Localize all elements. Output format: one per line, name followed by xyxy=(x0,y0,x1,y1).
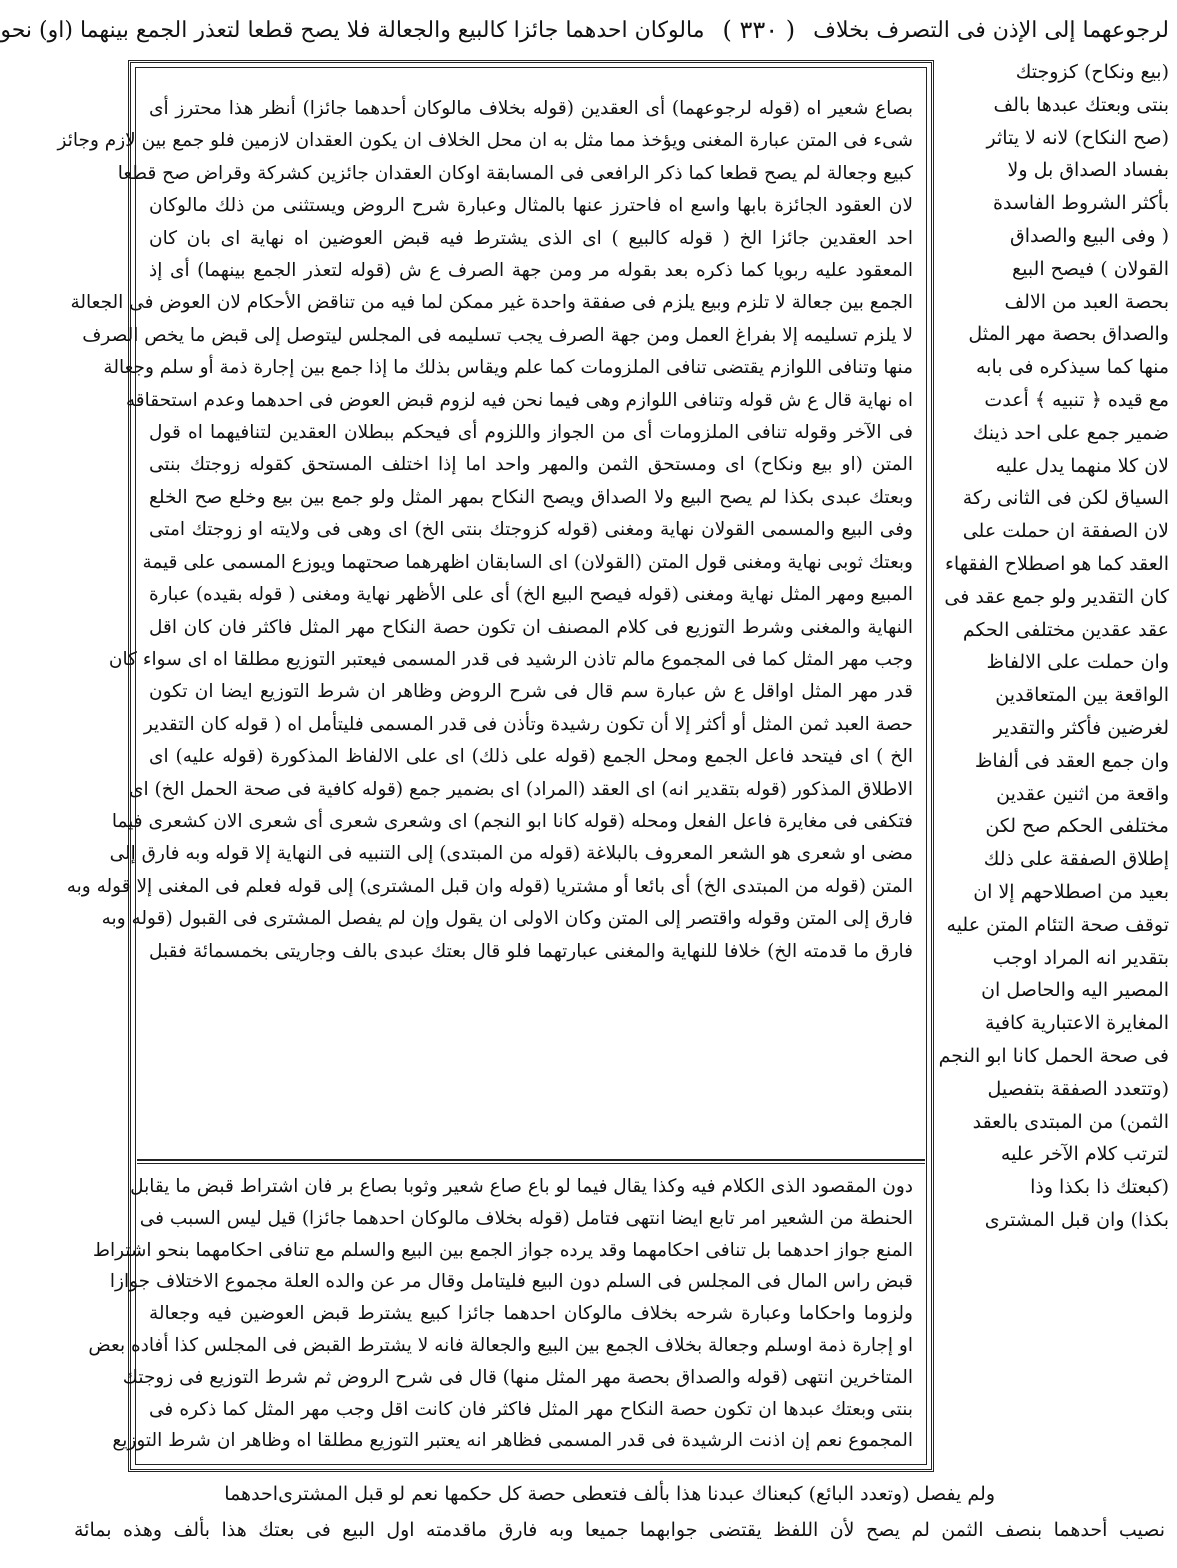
text-line: قدر مهر المثل اواقل ع ش عبارة سم قال فى شرح الروض وظاهر ان شرط التوزيع ايضا ان تكون xyxy=(149,681,913,703)
text-line: شىء فى المتن عبارة المغنى ويؤخذ مما مثل به ان محل الخلاف ان يكون العقدان لازمين فلو جمع بين لازم وجائز xyxy=(57,130,913,152)
text-line: فتكفى فى مغايرة فاعل الفعل ومحله (قوله كانا ابو النجم) اى وشعرى شعرى أى شعرى الان كشعرى فيما xyxy=(111,810,913,832)
margin-line: مختلفى الحكم صح لكن xyxy=(985,815,1169,838)
text-line: كبيع وجعالة لم يصح قطعا كما ذكر الرافعى فى المسابقة اوكان العقدان جائزين كشركة وقراض صح قطعا xyxy=(117,162,913,184)
text-line: النهاية والمغنى وشرط التوزيع فى كلام المصنف ان تكون حصة النكاح مهر المثل فاكثر فان كان اقل xyxy=(149,616,913,638)
margin-line: العقد كما هو اصطلاح الفقهاء xyxy=(944,552,1169,575)
margin-line: بكذا) وان قبل المشترى xyxy=(984,1208,1169,1231)
header-left-text: مالوكان احدهما جائزا كالبيع والجعالة فلا يصح قطعا لتعذر الجمع بينهما (او) نحو xyxy=(0,17,705,43)
section-divider-thin xyxy=(137,1163,925,1164)
text-line: الاطلاق المذكور (قوله بتقدير انه) اى العقد (المراد) اى بضمير جمع (قوله كافية فى صحة الحمل الخ) اى xyxy=(129,778,913,800)
text-line: المتن (او بيع ونكاح) اى ومستحق الثمن والمهر واحد اما إذا اختلف المستحق كقوله زوجتك بنتى xyxy=(149,454,913,476)
margin-line: عقد عقدين مختلفى الحكم xyxy=(962,618,1169,641)
text-line: فى الآخر وقوله تنافى الملزومات أى من الجواز واللزوم أى فيحكم ببطلان العقدين لتنافيهما اه قول xyxy=(149,422,913,444)
margin-line: بتقدير انه المراد اوجب xyxy=(992,946,1169,969)
margin-line: بعيد من اصطلاحهم إلا ان xyxy=(973,880,1169,903)
text-line: دون المقصود الذى الكلام فيه وكذا يقال فيما لو باع صاع شعير وثوبا بصاع بر فان اشتراط قبض ما يقابل xyxy=(130,1176,913,1197)
text-line: قبض راس المال فى المجلس فى السلم دون البيع فليتامل وقال مر عن والده العلة مجموع الاختلاف جوازا xyxy=(109,1271,913,1293)
margin-line: المصير اليه والحاصل ان xyxy=(981,979,1169,1002)
text-line: وبعتك عبدى بكذا لم يصح البيع ولا الصداق ويصح النكاح بمهر المثل ولو جمع بين بيع وخلع صح الخلع xyxy=(149,486,913,508)
text-line: وجب مهر المثل كما فى المجموع مالم تاذن الرشيد فى قدر المسمى فيعتبر التوزيع مطلقا اه اى سواء كان xyxy=(108,648,913,670)
text-line: المنع جواز احدهما بل تنافى احكامهما وقد يرده جواز الجمع بين البيع والسلم مع تنافى احكامهما بنحو اشتراط xyxy=(92,1239,913,1261)
margin-line: بفساد الصداق بل ولا xyxy=(1007,159,1169,182)
footer-line-1-left: احدهما xyxy=(224,1483,279,1505)
text-line: الجمع بين جعالة لا تلزم وبيع يلزم فى صفقة واحدة غير ممكن لما فيه من تناقض الأحكام لان العوض فى الجعالة xyxy=(70,292,913,314)
text-line: المبيع ومهر المثل نهاية ومغنى (قوله فيصح البيع الخ) أى على الأظهر نهاية ومغنى ( قوله بقيده) عبارة xyxy=(149,584,913,606)
margin-line: بأكثر الشروط الفاسدة xyxy=(993,192,1169,215)
margin-line: وان جمع العقد فى ألفاظ xyxy=(974,749,1169,772)
margin-line: توقف صحة التئام المتن عليه xyxy=(946,913,1169,936)
text-line: منها وتنافى اللوازم يقتضى تنافى الملزومات كما علم ويقاس بذلك ما إذا جمع بين إجارة ذمة أو سلم وجعالة xyxy=(103,357,913,379)
text-line: او إجارة ذمة اوسلم وجعالة بخلاف الجمع بين البيع والجعالة فانه لا يشترط القبض فى المجلس كذا أفاده بعض xyxy=(88,1334,913,1356)
margin-line: لان الصفقة ان حملت على xyxy=(962,520,1169,543)
margin-line: مع قيده ﴿ تنبيه ﴾ أعدت xyxy=(984,388,1169,411)
margin-line: والصداق بحصة مهر المثل xyxy=(968,323,1169,346)
margin-line: فى صحة الحمل كانا ابو النجم xyxy=(938,1044,1169,1067)
margin-line: إطلاق الصفقة على ذلك xyxy=(983,848,1169,871)
margin-line: (كبعتك ذا بكذا وذا xyxy=(1030,1176,1169,1199)
margin-line: كان التقدير ولو جمع عقد فى xyxy=(944,585,1169,608)
text-line: بصاع شعير اه (قوله لرجوعهما) أى العقدين (قوله بخلاف مالوكان أحدهما جائزا) أنظر هذا محترز أى xyxy=(149,98,913,119)
page-footer xyxy=(74,1476,1165,1564)
text-line: وبعتك ثوبى نهاية ومغنى قول المتن (القولان) اى السابقان اظهرهما صحتهما ويوزع المسمى على قيمة xyxy=(142,551,913,573)
page-header xyxy=(0,8,1169,52)
margin-line: الواقعة بين المتعاقدين xyxy=(995,684,1169,707)
text-line: لا يلزم تسليمه إلا بفراغ العمل ومن جهة الصرف يجب تسليمه فى المجلس ليتوصل إلى قبض ما يخص الصرف xyxy=(82,324,913,346)
margin-line: السياق لكن فى الثانى ركة xyxy=(962,487,1169,510)
margin-line: بنتى وبعتك عبدها بالف xyxy=(993,93,1169,116)
header-right-text: لرجوعهما إلى الإذن فى التصرف بخلاف xyxy=(813,17,1169,43)
commentary-frame xyxy=(57,60,934,1472)
margin-line: القولان ) فيصح البيع xyxy=(1011,257,1169,280)
margin-line: (بيع ونكاح) كزوجتك xyxy=(1015,61,1169,83)
margin-line: الثمن) من المبتدى بالعقد xyxy=(972,1110,1169,1133)
text-line: الخ ) اى فيتحد فاعل الجمع ومحل الجمع (قوله على ذلك) اى على الالفاظ المذكورة (قوله عليه) اى xyxy=(149,746,913,768)
text-line: حصة العبد ثمن المثل أو أكثر إلا أن تكون رشيدة وتأذن فى قدر المسمى فليتأمل اه ( قوله كان التقدير xyxy=(143,713,913,735)
upper-commentary xyxy=(57,93,913,1157)
footer-line-1-right: ولم يفصل (وتعدد البائع) كبعناك عبدنا هذا بألف فتعطى حصة كل حكمها نعم لو قبل المشترى xyxy=(278,1483,995,1505)
margin-text-column xyxy=(937,56,1169,1476)
margin-line: لترتب كلام الآخر عليه xyxy=(1000,1143,1169,1166)
margin-line: ( وفى البيع والصداق xyxy=(1010,224,1169,247)
footer-line-2: نصيب أحدهما بنصف الثمن لم يصح لأن اللفظ يقتضى جوابهما جميعا وبه فارق ماقدمته اول البيع فى بعتك هذا بألف وهذه بمائة xyxy=(74,1519,1165,1541)
margin-line: منها كما سيذكره فى بابه xyxy=(975,356,1169,379)
footer-line-1 xyxy=(74,1476,1165,1512)
text-line: المتن (قوله من المبتدى الخ) أى بائعا أو مشتريا (قوله وان قبل المشترى) إلى قوله فعلم فى المغنى إلا قوله وبه xyxy=(66,875,913,897)
margin-line: المغايرة الاعتبارية كافية xyxy=(984,1012,1169,1035)
text-line: الحنطة من الشعير امر تابع ايضا انتهى فتامل (قوله بخلاف مالوكان احدهما جائزا) قيل ليس السبب فى xyxy=(139,1207,913,1229)
lower-commentary xyxy=(88,1171,913,1461)
text-line: مضى او شعرى هو الشعر المعروف بالبلاغة (قوله من المبتدى) إلى التنبيه فى النهاية إلا قوله وبه فارق إلى xyxy=(109,843,913,865)
margin-line: واقعة من اثنين عقدين xyxy=(996,782,1169,805)
margin-line: (صح النكاح) لانه لا يتاثر xyxy=(986,126,1169,149)
text-line: احد العقدين جائزا الخ ( قوله كالبيع ) اى الذى يشترط فيه قبض العوضين اه نهاية اى بان كان xyxy=(149,227,913,249)
text-line: ولزوما واحكاما وعبارة شرحه بخلاف مالوكان احدهما جائزا كبيع يشترط قبض العوضين فيه وجعالة xyxy=(149,1303,913,1325)
text-line: المجموع نعم إن اذنت الرشيدة فى قدر المسمى فظاهر انه يعتبر التوزيع مطلقا اه وظاهر ان شرط التوزيع xyxy=(112,1430,913,1452)
margin-line: (وتتعدد الصفقة بتفصيل xyxy=(987,1077,1169,1100)
margin-line: بحصة العبد من الالف xyxy=(1004,290,1169,313)
text-line: فارق إلى المتن وقوله واقتصر إلى المتن وكان الاولى ان يقول وإن لم يفصل المشترى فى القبول (قوله وبه xyxy=(101,908,913,930)
text-line: وفى البيع والمسمى القولان نهاية ومغنى (قوله كزوجتك بنتى الخ) اى وهى فى ولايته او زوجتك امتى xyxy=(149,519,913,541)
text-line: المتاخرين انتهى (قوله والصداق بحصة مهر المثل منها) قال فى شرح الروض ثم شرط التوزيع فى زوجتك xyxy=(122,1366,913,1388)
text-line: لان العقود الجائزة بابها واسع اه فاحترز عنها بالمثال وعبارة شرح الروض ويستثنى من ذلك مالوكان xyxy=(149,195,913,217)
margin-line: وان حملت على الالفاظ xyxy=(986,651,1169,674)
margin-line: لان كلا منهما يدل عليه xyxy=(995,454,1169,477)
page-number: ( ٣٣٠ ) xyxy=(722,16,796,44)
text-line: فارق ما قدمته الخ) خلافا للنهاية والمغنى عبارتهما فلو قال بعتك عبدى بالف وجاريتى بخمسمائة فقبل xyxy=(149,940,913,962)
text-line: اه نهاية قال ع ش قوله وتنافى اللوازم وهى فيما نحن فيه لزوم قبض العوض فى احدهما وعدم استحقاقه xyxy=(125,389,913,411)
margin-line: لغرضين فأكثر والتقدير xyxy=(993,716,1169,739)
text-line: المعقود عليه ربويا كما ذكره بعد بقوله مر ومن جهة الصرف ع ش (قوله لتعذر الجمع بينهما) أى إذ xyxy=(149,260,913,282)
text-line: بنتى وبعتك عبدها ان تكون حصة النكاح مهر المثل فاكثر فان كانت اقل وجب مهر المثل كما ذكره فى xyxy=(149,1398,913,1420)
margin-line: ضمير جمع على احد ذينك xyxy=(972,421,1169,444)
section-divider xyxy=(137,1159,925,1161)
